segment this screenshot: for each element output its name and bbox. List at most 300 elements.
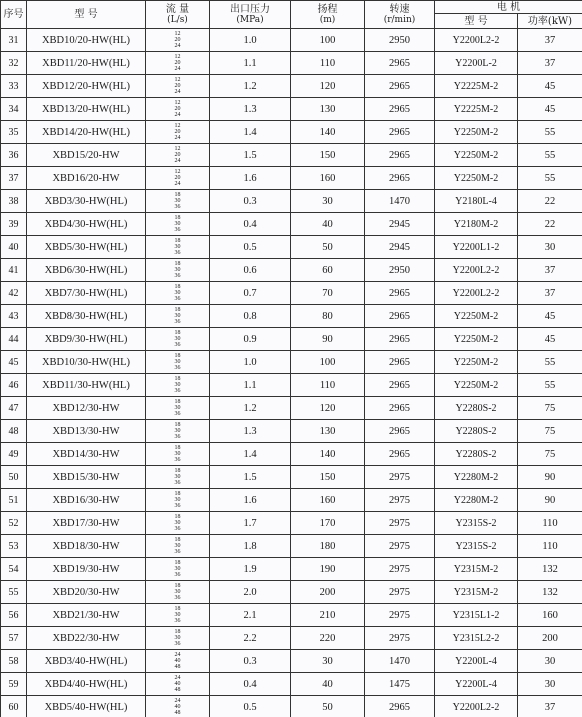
row-model: XBD11/30-HW(HL) — [27, 374, 146, 397]
row-head: 80 — [291, 305, 365, 328]
row-flow-high: 36 — [174, 641, 181, 647]
row-motor-model: Y2315L1-2 — [435, 604, 518, 627]
row-motor-model: Y2315S-2 — [435, 535, 518, 558]
row-model: XBD9/30-HW(HL) — [27, 328, 146, 351]
row-speed: 2965 — [365, 420, 435, 443]
row-index: 35 — [1, 121, 27, 144]
row-flow-high: 36 — [174, 618, 181, 624]
row-flow-rated: 20 — [174, 83, 181, 89]
row-flow-high: 36 — [174, 457, 181, 463]
row-pressure: 0.5 — [210, 696, 291, 717]
row-head: 180 — [291, 535, 365, 558]
row-index: 32 — [1, 52, 27, 75]
row-model: XBD3/40-HW(HL) — [27, 650, 146, 673]
row-flow-low: 18 — [174, 606, 181, 612]
row-flow-rated: 30 — [174, 313, 181, 319]
row-speed: 2965 — [365, 282, 435, 305]
row-motor-model: Y2250M-2 — [435, 328, 518, 351]
row-index: 57 — [1, 627, 27, 650]
table-row — [1, 489, 582, 512]
row-speed: 2945 — [365, 236, 435, 259]
row-flow — [146, 121, 210, 144]
row-flow — [146, 29, 210, 52]
row-index: 45 — [1, 351, 27, 374]
row-index: 49 — [1, 443, 27, 466]
row-flow-low: 18 — [174, 330, 181, 336]
row-motor-model: Y2200L-4 — [435, 673, 518, 696]
row-pressure: 0.5 — [210, 236, 291, 259]
row-flow-rated: 20 — [174, 106, 181, 112]
row-power: 160 — [518, 604, 582, 627]
row-flow-high: 48 — [174, 687, 181, 693]
row-head: 120 — [291, 397, 365, 420]
row-speed: 2965 — [365, 167, 435, 190]
row-speed: 2965 — [365, 121, 435, 144]
row-model: XBD22/30-HW — [27, 627, 146, 650]
row-flow-high: 36 — [174, 342, 181, 348]
table-row — [1, 98, 582, 121]
table-row — [1, 650, 582, 673]
row-flow-rated: 30 — [174, 451, 181, 457]
row-motor-model: Y2200L1-2 — [435, 236, 518, 259]
table-row — [1, 236, 582, 259]
row-pressure: 2.1 — [210, 604, 291, 627]
row-index: 37 — [1, 167, 27, 190]
row-speed: 2945 — [365, 213, 435, 236]
row-power: 90 — [518, 489, 582, 512]
row-flow — [146, 351, 210, 374]
row-pressure: 2.2 — [210, 627, 291, 650]
row-flow-rated: 30 — [174, 520, 181, 526]
row-flow-high: 36 — [174, 204, 181, 210]
row-motor-model: Y2250M-2 — [435, 144, 518, 167]
row-model: XBD8/30-HW(HL) — [27, 305, 146, 328]
row-flow — [146, 650, 210, 673]
row-flow — [146, 466, 210, 489]
row-flow-high: 36 — [174, 503, 181, 509]
header-head: 扬程 (m) — [291, 1, 365, 29]
row-flow-low: 18 — [174, 376, 181, 382]
row-speed: 2965 — [365, 52, 435, 75]
row-power: 45 — [518, 328, 582, 351]
row-power: 132 — [518, 581, 582, 604]
row-head: 200 — [291, 581, 365, 604]
row-pressure: 1.1 — [210, 374, 291, 397]
row-speed: 2965 — [365, 397, 435, 420]
row-pressure: 1.4 — [210, 443, 291, 466]
row-head: 50 — [291, 696, 365, 717]
row-index: 44 — [1, 328, 27, 351]
row-flow-high: 36 — [174, 526, 181, 532]
row-pressure: 1.8 — [210, 535, 291, 558]
row-flow-high: 36 — [174, 549, 181, 555]
row-model: XBD20/30-HW — [27, 581, 146, 604]
table-row — [1, 305, 582, 328]
row-head: 60 — [291, 259, 365, 282]
row-motor-model: Y2180M-2 — [435, 213, 518, 236]
row-flow — [146, 213, 210, 236]
row-flow — [146, 328, 210, 351]
row-flow-low: 18 — [174, 399, 181, 405]
row-flow-rated: 40 — [174, 658, 181, 664]
row-speed: 1470 — [365, 650, 435, 673]
row-speed: 2975 — [365, 604, 435, 627]
row-flow-rated: 40 — [174, 704, 181, 710]
table-row — [1, 558, 582, 581]
row-index: 48 — [1, 420, 27, 443]
row-motor-model: Y2200L-4 — [435, 650, 518, 673]
row-flow — [146, 558, 210, 581]
row-motor-model: Y2280S-2 — [435, 420, 518, 443]
row-power: 110 — [518, 535, 582, 558]
row-head: 70 — [291, 282, 365, 305]
row-motor-model: Y2315L2-2 — [435, 627, 518, 650]
row-flow-high: 24 — [174, 43, 181, 49]
row-motor-model: Y2200L2-2 — [435, 259, 518, 282]
row-flow-high: 24 — [174, 158, 181, 164]
row-motor-model: Y2315M-2 — [435, 581, 518, 604]
row-model: XBD16/30-HW — [27, 489, 146, 512]
row-power: 30 — [518, 650, 582, 673]
row-index: 46 — [1, 374, 27, 397]
row-flow-rated: 30 — [174, 290, 181, 296]
row-flow-low: 24 — [174, 675, 181, 681]
row-flow-rated: 20 — [174, 129, 181, 135]
row-flow-high: 24 — [174, 181, 181, 187]
table-row — [1, 673, 582, 696]
row-flow — [146, 236, 210, 259]
row-flow — [146, 443, 210, 466]
row-speed: 2965 — [365, 144, 435, 167]
row-flow-rated: 20 — [174, 175, 181, 181]
row-flow-low: 18 — [174, 307, 181, 313]
table-row — [1, 512, 582, 535]
header-model: 型 号 — [27, 1, 146, 29]
row-flow-low: 12 — [174, 77, 181, 83]
row-motor-model: Y2250M-2 — [435, 351, 518, 374]
row-flow-high: 24 — [174, 135, 181, 141]
row-motor-model: Y2200L2-2 — [435, 282, 518, 305]
row-power: 55 — [518, 351, 582, 374]
table-row — [1, 604, 582, 627]
row-flow — [146, 144, 210, 167]
row-flow-rated: 30 — [174, 359, 181, 365]
header-motor: 电 机 — [435, 1, 582, 14]
row-speed: 2965 — [365, 374, 435, 397]
row-model: XBD15/20-HW — [27, 144, 146, 167]
row-motor-model: Y2200L2-2 — [435, 696, 518, 717]
row-flow-high: 36 — [174, 250, 181, 256]
row-motor-model: Y2200L2-2 — [435, 29, 518, 52]
row-head: 160 — [291, 489, 365, 512]
row-pressure: 0.9 — [210, 328, 291, 351]
row-head: 90 — [291, 328, 365, 351]
row-speed: 1470 — [365, 190, 435, 213]
row-pressure: 0.4 — [210, 673, 291, 696]
row-speed: 2965 — [365, 696, 435, 717]
row-index: 58 — [1, 650, 27, 673]
row-pressure: 1.2 — [210, 75, 291, 98]
row-head: 210 — [291, 604, 365, 627]
row-flow-low: 18 — [174, 468, 181, 474]
row-power: 55 — [518, 121, 582, 144]
table-row — [1, 121, 582, 144]
row-head: 140 — [291, 121, 365, 144]
row-head: 220 — [291, 627, 365, 650]
row-speed: 2975 — [365, 466, 435, 489]
row-motor-model: Y2225M-2 — [435, 98, 518, 121]
row-index: 41 — [1, 259, 27, 282]
row-flow-low: 18 — [174, 284, 181, 290]
row-index: 40 — [1, 236, 27, 259]
row-flow — [146, 397, 210, 420]
row-pressure: 0.8 — [210, 305, 291, 328]
row-index: 51 — [1, 489, 27, 512]
table-row — [1, 75, 582, 98]
row-power: 37 — [518, 282, 582, 305]
row-flow-rated: 20 — [174, 37, 181, 43]
row-power: 30 — [518, 673, 582, 696]
row-pressure: 1.4 — [210, 121, 291, 144]
header-head-unit: (m) — [319, 14, 336, 25]
row-flow-rated: 30 — [174, 428, 181, 434]
row-flow-rated: 30 — [174, 244, 181, 250]
table-row — [1, 397, 582, 420]
row-flow-low: 18 — [174, 238, 181, 244]
row-power: 45 — [518, 98, 582, 121]
table-row — [1, 627, 582, 650]
row-power: 75 — [518, 397, 582, 420]
row-power: 37 — [518, 29, 582, 52]
row-power: 37 — [518, 696, 582, 717]
row-pressure: 1.2 — [210, 397, 291, 420]
row-flow-high: 36 — [174, 411, 181, 417]
row-flow — [146, 581, 210, 604]
row-pressure: 1.0 — [210, 351, 291, 374]
table-row — [1, 282, 582, 305]
row-flow-low: 12 — [174, 100, 181, 106]
row-flow-low: 18 — [174, 514, 181, 520]
row-pressure: 0.7 — [210, 282, 291, 305]
row-pressure: 1.5 — [210, 144, 291, 167]
row-power: 75 — [518, 443, 582, 466]
row-index: 31 — [1, 29, 27, 52]
row-index: 52 — [1, 512, 27, 535]
row-index: 59 — [1, 673, 27, 696]
row-flow-high: 36 — [174, 319, 181, 325]
row-flow — [146, 604, 210, 627]
row-speed: 2950 — [365, 29, 435, 52]
row-model: XBD16/20-HW — [27, 167, 146, 190]
row-model: XBD18/30-HW — [27, 535, 146, 558]
row-speed: 2965 — [365, 75, 435, 98]
row-head: 30 — [291, 650, 365, 673]
row-model: XBD15/30-HW — [27, 466, 146, 489]
row-flow-high: 24 — [174, 112, 181, 118]
row-model: XBD7/30-HW(HL) — [27, 282, 146, 305]
row-index: 56 — [1, 604, 27, 627]
row-flow — [146, 52, 210, 75]
row-head: 190 — [291, 558, 365, 581]
row-flow-low: 12 — [174, 31, 181, 37]
row-flow-low: 18 — [174, 261, 181, 267]
row-power: 55 — [518, 374, 582, 397]
table-body — [1, 29, 582, 717]
row-motor-model: Y2250M-2 — [435, 121, 518, 144]
row-flow-rated: 30 — [174, 635, 181, 641]
row-speed: 2975 — [365, 558, 435, 581]
table-row — [1, 374, 582, 397]
row-motor-model: Y2280M-2 — [435, 466, 518, 489]
row-pressure: 1.1 — [210, 52, 291, 75]
row-model: XBD6/30-HW(HL) — [27, 259, 146, 282]
row-flow-rated: 30 — [174, 543, 181, 549]
row-model: XBD4/40-HW(HL) — [27, 673, 146, 696]
row-flow — [146, 75, 210, 98]
header-pressure-unit: (MPa) — [236, 14, 264, 25]
row-power: 110 — [518, 512, 582, 535]
row-power: 45 — [518, 305, 582, 328]
row-flow — [146, 696, 210, 717]
row-power: 22 — [518, 213, 582, 236]
row-head: 150 — [291, 466, 365, 489]
row-model: XBD19/30-HW — [27, 558, 146, 581]
row-flow-low: 24 — [174, 652, 181, 658]
row-speed: 2975 — [365, 627, 435, 650]
row-flow-low: 18 — [174, 192, 181, 198]
row-speed: 2965 — [365, 443, 435, 466]
row-head: 110 — [291, 52, 365, 75]
row-flow — [146, 627, 210, 650]
row-flow-high: 36 — [174, 434, 181, 440]
row-flow-rated: 20 — [174, 152, 181, 158]
row-pressure: 1.3 — [210, 420, 291, 443]
row-motor-model: Y2250M-2 — [435, 374, 518, 397]
row-power: 132 — [518, 558, 582, 581]
row-flow-rated: 40 — [174, 681, 181, 687]
table-row — [1, 443, 582, 466]
row-power: 75 — [518, 420, 582, 443]
row-flow-rated: 30 — [174, 267, 181, 273]
row-model: XBD21/30-HW — [27, 604, 146, 627]
row-speed: 2965 — [365, 98, 435, 121]
row-pressure: 2.0 — [210, 581, 291, 604]
row-flow-low: 18 — [174, 560, 181, 566]
row-flow-rated: 30 — [174, 336, 181, 342]
row-motor-model: Y2250M-2 — [435, 167, 518, 190]
row-flow-high: 36 — [174, 273, 181, 279]
row-flow-low: 18 — [174, 353, 181, 359]
row-index: 34 — [1, 98, 27, 121]
table-row — [1, 213, 582, 236]
row-power: 22 — [518, 190, 582, 213]
table-row — [1, 535, 582, 558]
row-head: 140 — [291, 443, 365, 466]
row-pressure: 0.3 — [210, 190, 291, 213]
row-flow — [146, 167, 210, 190]
table-row — [1, 696, 582, 717]
row-head: 160 — [291, 167, 365, 190]
row-model: XBD14/20-HW(HL) — [27, 121, 146, 144]
row-flow — [146, 98, 210, 121]
row-pressure: 1.3 — [210, 98, 291, 121]
row-head: 50 — [291, 236, 365, 259]
header-motor-model: 型 号 — [435, 14, 518, 29]
row-flow-high: 24 — [174, 89, 181, 95]
row-flow-low: 12 — [174, 54, 181, 60]
row-flow — [146, 512, 210, 535]
row-flow-rated: 30 — [174, 221, 181, 227]
row-pressure: 0.4 — [210, 213, 291, 236]
row-speed: 2975 — [365, 535, 435, 558]
row-model: XBD11/20-HW(HL) — [27, 52, 146, 75]
row-flow — [146, 282, 210, 305]
row-head: 150 — [291, 144, 365, 167]
row-flow — [146, 305, 210, 328]
row-flow-low: 12 — [174, 146, 181, 152]
table-row — [1, 466, 582, 489]
row-flow-rated: 30 — [174, 382, 181, 388]
table-row — [1, 144, 582, 167]
row-model: XBD12/20-HW(HL) — [27, 75, 146, 98]
row-motor-model: Y2315M-2 — [435, 558, 518, 581]
row-head: 40 — [291, 673, 365, 696]
row-flow — [146, 259, 210, 282]
row-motor-model: Y2280S-2 — [435, 397, 518, 420]
row-pressure: 0.3 — [210, 650, 291, 673]
table-row — [1, 351, 582, 374]
row-flow-high: 48 — [174, 710, 181, 716]
header-index: 序号 — [1, 1, 27, 29]
row-motor-model: Y2280M-2 — [435, 489, 518, 512]
row-head: 130 — [291, 420, 365, 443]
row-flow-high: 24 — [174, 66, 181, 72]
row-index: 42 — [1, 282, 27, 305]
row-flow-high: 48 — [174, 664, 181, 670]
header-speed-unit: (r/min) — [383, 14, 416, 25]
row-power: 37 — [518, 52, 582, 75]
table-row — [1, 29, 582, 52]
row-head: 130 — [291, 98, 365, 121]
row-pressure: 1.9 — [210, 558, 291, 581]
row-index: 50 — [1, 466, 27, 489]
table-row — [1, 167, 582, 190]
row-head: 40 — [291, 213, 365, 236]
row-head: 100 — [291, 351, 365, 374]
row-flow-high: 36 — [174, 480, 181, 486]
row-index: 47 — [1, 397, 27, 420]
row-model: XBD5/30-HW(HL) — [27, 236, 146, 259]
row-flow-low: 24 — [174, 698, 181, 704]
header-motor-power: 功率(kW) — [518, 14, 582, 29]
row-flow — [146, 190, 210, 213]
row-model: XBD13/20-HW(HL) — [27, 98, 146, 121]
row-head: 110 — [291, 374, 365, 397]
row-flow-low: 18 — [174, 583, 181, 589]
row-index: 39 — [1, 213, 27, 236]
row-pressure: 1.6 — [210, 489, 291, 512]
header-speed: 转速 (r/min) — [365, 1, 435, 29]
row-motor-model: Y2250M-2 — [435, 305, 518, 328]
table-row — [1, 52, 582, 75]
row-power: 55 — [518, 167, 582, 190]
row-flow-high: 36 — [174, 296, 181, 302]
row-index: 33 — [1, 75, 27, 98]
row-index: 60 — [1, 696, 27, 717]
row-motor-model: Y2200L-2 — [435, 52, 518, 75]
row-speed: 2975 — [365, 489, 435, 512]
header-pressure: 出口压力 (MPa) — [210, 1, 291, 29]
